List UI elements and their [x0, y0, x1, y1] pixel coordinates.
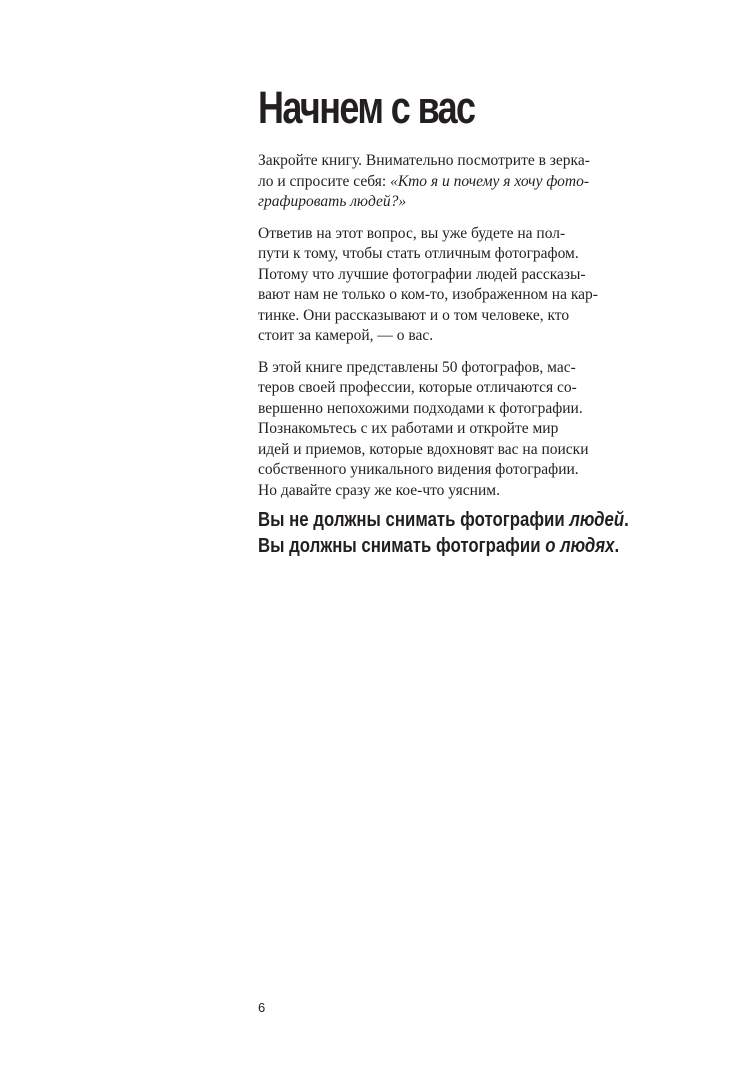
text-line: тинке. Они рассказывают и о том человеке, кто — [258, 306, 570, 324]
line-text: Закройте книгу. Внимательно посмотрите в зерка- — [258, 152, 590, 169]
text-line: собственного уникального видения фотографии. — [258, 461, 579, 478]
book-page — [258, 0, 668, 1075]
paragraph — [258, 151, 668, 213]
closing-text: Вы не должны снимать фотографии — [258, 509, 570, 531]
closing-punctuation: . — [624, 509, 629, 531]
text-line: Но давайте сразу же кое-что уясним. — [258, 481, 500, 499]
text-line: В этой книге представлены 50 фотографов, мас- — [258, 358, 576, 376]
text-line — [258, 151, 668, 172]
line-text: ло и спросите себя: — [258, 172, 391, 190]
closing-punctuation: . — [614, 535, 620, 557]
text-line: вают нам не только о ком-то, изображенном на кар- — [258, 286, 598, 303]
text-line: Потому что лучшие фотографии людей рассказы- — [258, 265, 586, 283]
chapter-title: Начнем с вас — [258, 82, 475, 133]
closing-line — [258, 507, 629, 533]
text-line: стоит за камерой, — о вас. — [258, 327, 434, 344]
closing-statement — [258, 507, 629, 559]
closing-italic-text: о людях — [545, 535, 615, 557]
text-line: идей и приемов, которые вдохновят вас на поиски — [258, 440, 589, 458]
body-text — [258, 151, 668, 512]
text-line: теров своей профессии, которые отличаются со- — [258, 379, 577, 396]
closing-text: Вы должны снимать фотографии — [258, 535, 546, 557]
text-line — [258, 192, 668, 213]
text-line: Ответив на этот вопрос, вы уже будете на пол- — [258, 224, 566, 242]
page-number: 6 — [258, 1000, 266, 1015]
paragraph — [258, 358, 668, 502]
text-line: вершенно непохожими подходами к фотографии. — [258, 399, 583, 417]
paragraph — [258, 224, 668, 347]
closing-line — [258, 533, 629, 559]
line-italic-text: графировать людей?» — [258, 193, 407, 210]
closing-italic-text: людей — [569, 509, 625, 531]
text-line: пути к тому, чтобы стать отличным фотографом. — [258, 245, 579, 262]
text-line — [258, 172, 668, 193]
text-line: Познакомьтесь с их работами и откройте мир — [258, 420, 559, 437]
line-italic-text: «Кто я и почему я хочу фото- — [390, 172, 589, 190]
